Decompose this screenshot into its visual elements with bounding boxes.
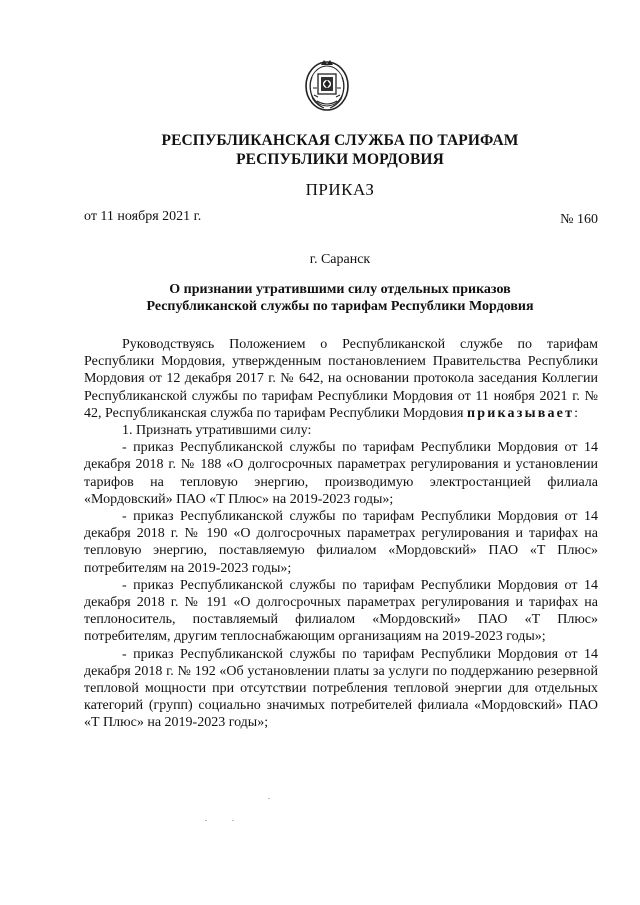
subject-line2: Республиканской службы по тарифам Республики Мордовия: [146, 299, 534, 314]
preamble-text: Руководствуясь Положением о Республиканской службе по тарифам Республики Мордовия, утвержденным постановлением Правительства Республики Мордовия от 12 декабря 2017 г. № 642, на основании протокола заседания Коллегии Республиканской службы по тарифам Республики Мордовия от 11 ноября 2021 г. № 42, Республиканская служба по тарифам Республики Мордовия: [84, 337, 598, 421]
document-body: [84, 336, 598, 732]
scan-speck: [205, 820, 207, 821]
scan-speck: [232, 820, 234, 821]
document-date: от 11 ноября 2021 г.: [84, 209, 202, 224]
organization-title-line1: РЕСПУБЛИКАНСКАЯ СЛУЖБА ПО ТАРИФАМ: [161, 132, 519, 149]
organization-title: [80, 131, 600, 169]
orders-word: приказывает: [466, 405, 575, 421]
document-number: № 160: [560, 212, 598, 227]
coat-of-arms-emblem: [302, 57, 352, 113]
list-item: - приказ Республиканской службы по тарифам Республики Мордовия от 14 декабря 2018 г. № 192 «Об установлении платы за услуги по поддержанию резервной тепловой мощности при отсутствии потребления тепловой энергии для отдельных категорий (групп) социально значимых потребителей филиала «Мордовский» ПАО «Т Плюс» на 2019-2023 годы»;: [84, 646, 598, 731]
document-city: г. Саранск: [309, 252, 371, 267]
organization-title-line2: РЕСПУБЛИКИ МОРДОВИЯ: [236, 151, 444, 168]
list-item: - приказ Республиканской службы по тарифам Республики Мордовия от 14 декабря 2018 г. № 188 «О долгосрочных параметрах регулирования и установлении тарифов на тепловую энергию, производимую электростанцией филиала «Мордовский» ПАО «Т Плюс» на 2019-2023 годы»;: [84, 440, 598, 507]
preamble-paragraph: Руководствуясь Положением о Республиканской службе по тарифам Республики Мордовия, утвержденным постановлением Правительства Республики Мордовия от 12 декабря 2017 г. № 642, на основании протокола заседания Коллегии Республиканской службы по тарифам Республики Мордовия от 11 ноября 2021 г. № 42, Республиканская служба по тарифам Республики Мордовия приказывает:: [84, 337, 598, 421]
scan-speck: [268, 798, 270, 799]
list-item: - приказ Республиканской службы по тарифам Республики Мордовия от 14 декабря 2018 г. № 190 «О долгосрочных параметрах регулирования и тарифах на тепловую энергию, поставляемую филиалом «Мордовский» ПАО «Т Плюс» потребителям на 2019-2023 годы»;: [84, 509, 598, 576]
document-type: ПРИКАЗ: [305, 180, 375, 199]
subject-line1: О признании утратившими силу отдельных приказов: [169, 282, 511, 297]
list-item: - приказ Республиканской службы по тарифам Республики Мордовия от 14 декабря 2018 г. № 191 «О долгосрочных параметрах регулирования и тарифах на теплоноситель, поставляемый филиалом «Мордовский» ПАО «Т Плюс» потребителям, другим теплоснабжающим организациям на 2019-2023 годы»;: [84, 577, 598, 645]
document-subject: [80, 281, 600, 315]
item-1-heading: 1. Признать утратившими силу:: [122, 423, 312, 439]
